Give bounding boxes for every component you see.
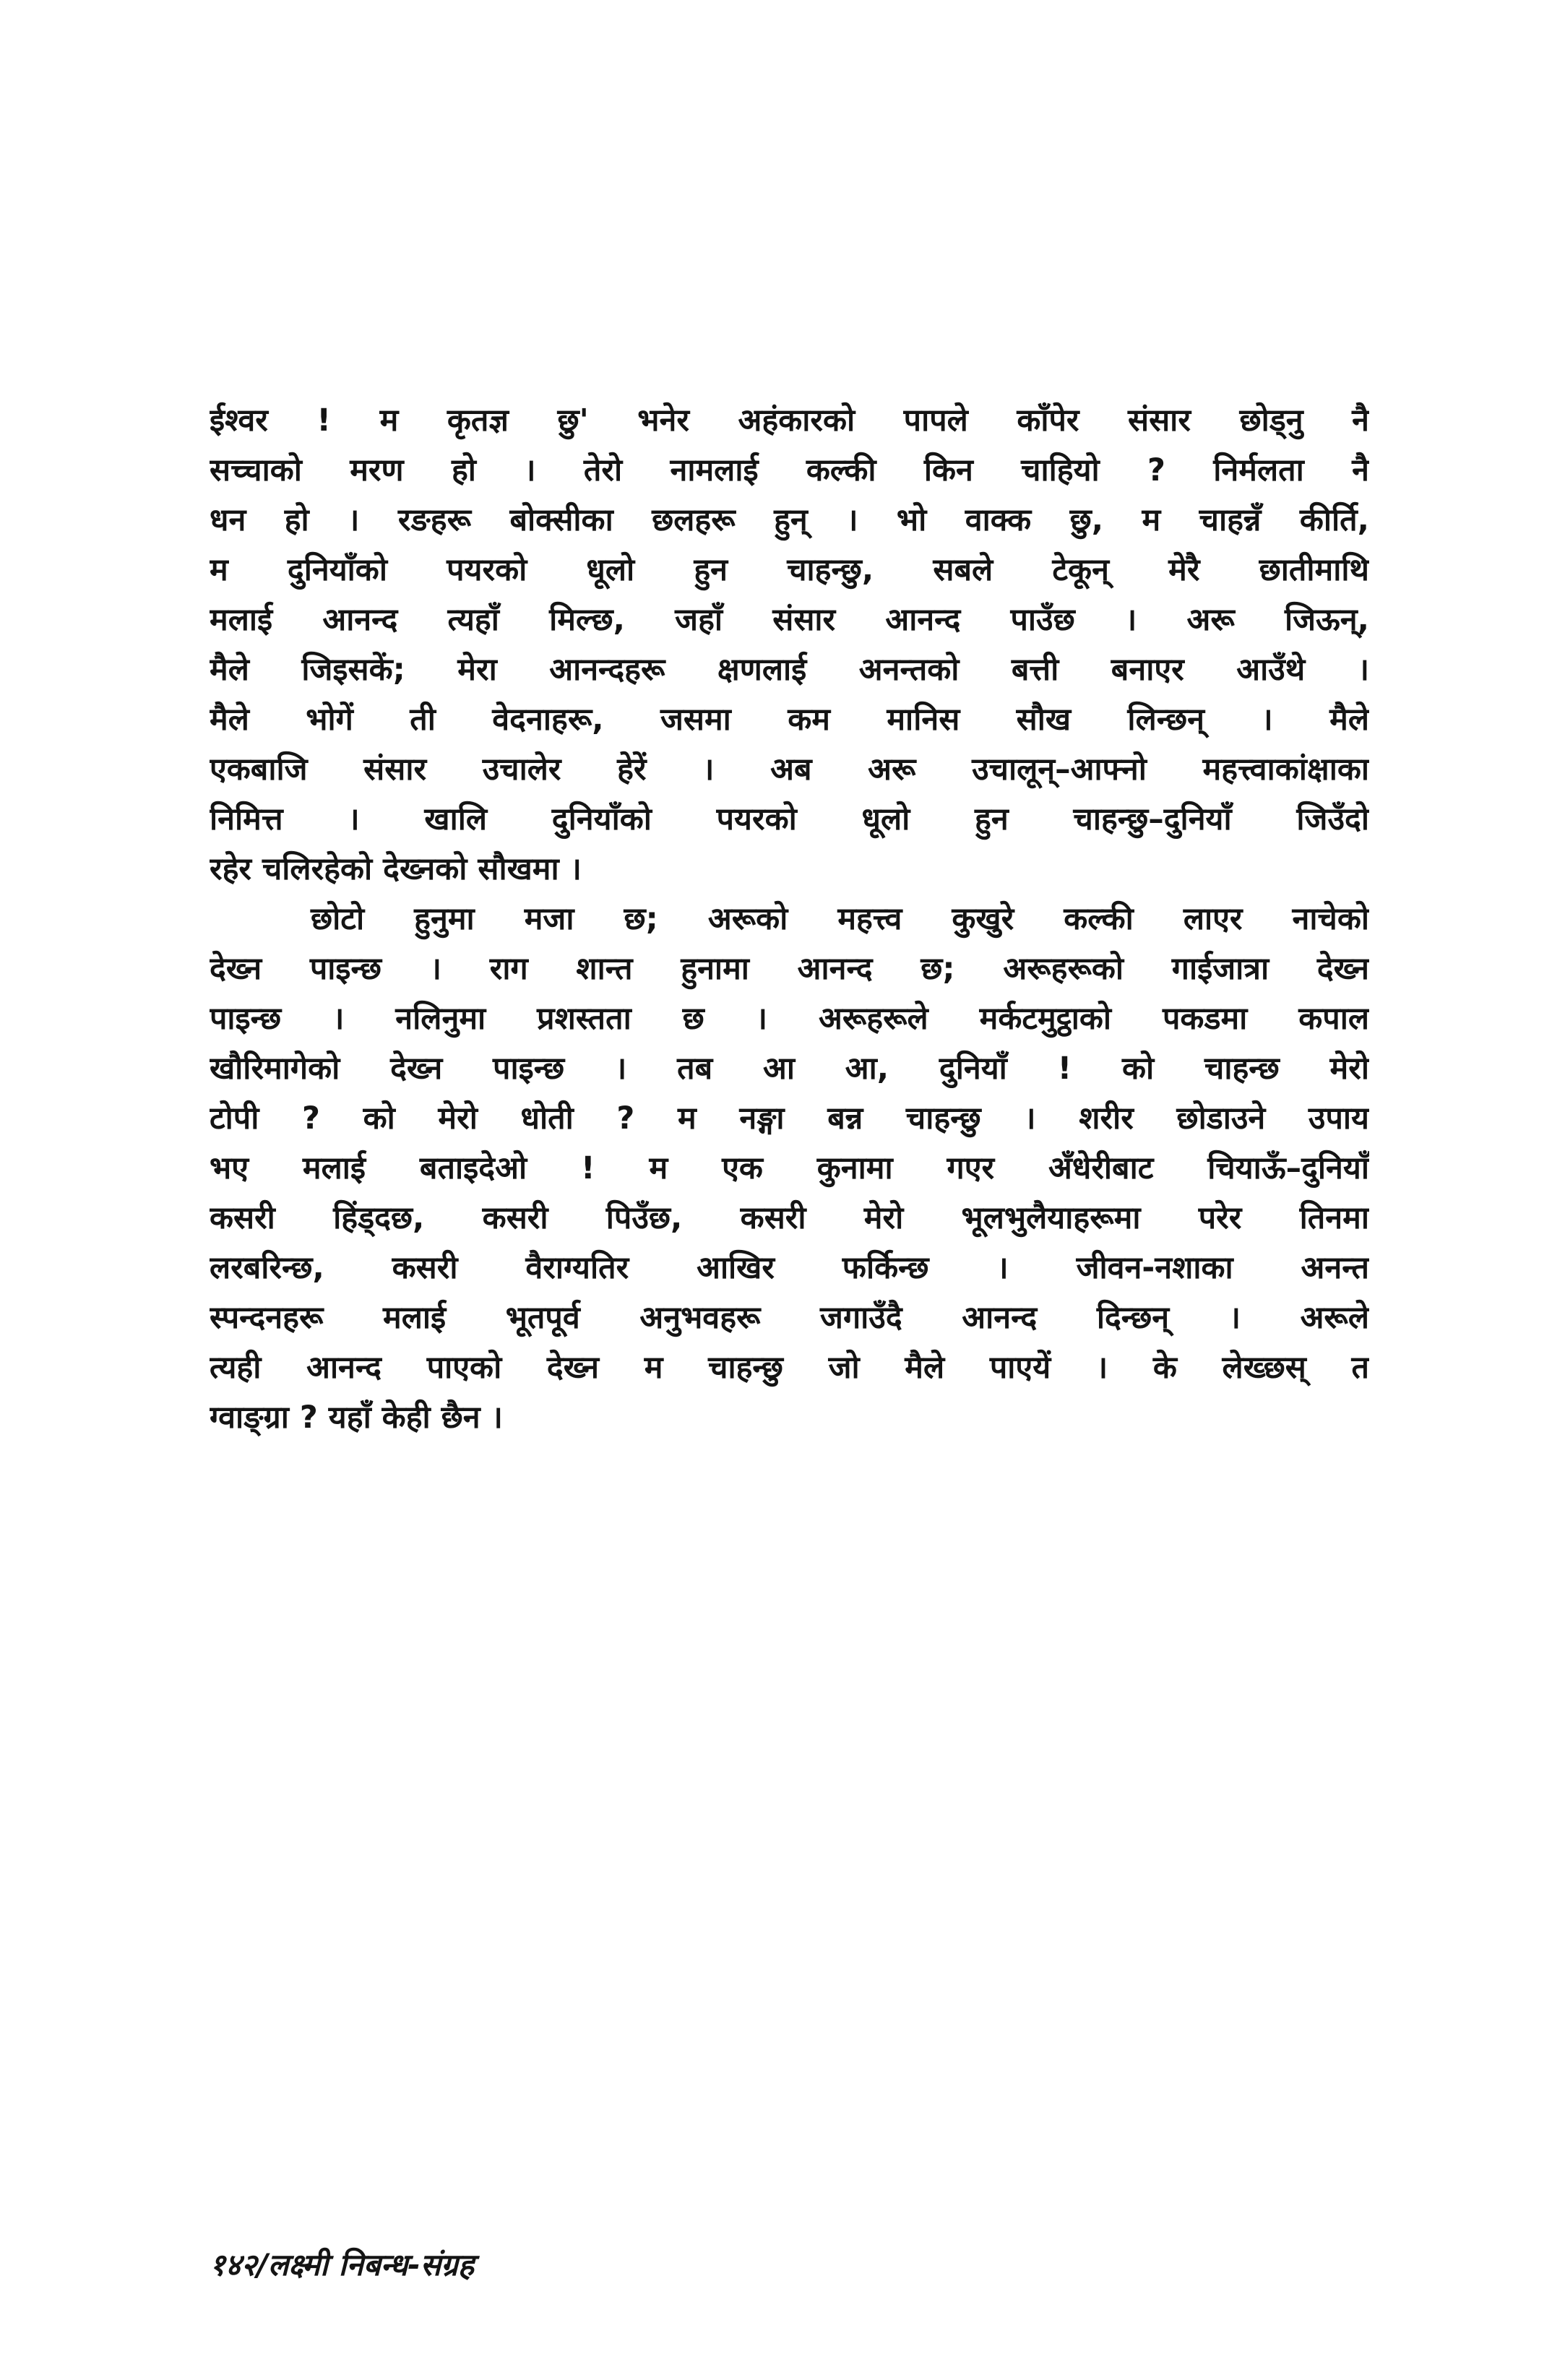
text-line: सच्चाको मरण हो । तेरो नामलाई कल्की किन चाहियो ? निर्मलता नै (210, 452, 1369, 488)
text-line: ग्वाङ्ग्रा ? यहाँ केही छैन । (210, 1400, 503, 1436)
text-line: धन हो । रङहरू बोक्सीका छलहरू हुन् । भो वाक्क छु, म चाहन्नँ कीर्ति, (210, 502, 1369, 538)
text-line: खौरिमागेको देख्न पाइन्छ । तब आ आ, दुनियाँ ! को चाहन्छ मेरो (210, 1051, 1369, 1087)
text-line: देख्न पाइन्छ । राग शान्त हुनामा आनन्द छ; अरूहरूको गाईजात्रा देख्न (210, 951, 1369, 987)
text-line: मलाई आनन्द त्यहाँ मिल्छ, जहाँ संसार आनन्द पाउँछ । अरू जिऊन्, (210, 602, 1369, 638)
text-line: म दुनियाँको पयरको धूलो हुन चाहन्छु, सबले टेकून् मेरै छातीमाथि (210, 552, 1369, 588)
text-line: भए मलाई बताइदेओ ! म एक कुनामा गएर अँधेरीबाट चियाऊँ–दुनियाँ (210, 1150, 1369, 1186)
text-line: लरबरिन्छ, कसरी वैराग्यतिर आखिर फर्किन्छ । जीवन-नशाका अनन्त (210, 1250, 1369, 1286)
text-line: रहेर चलिरहेको देख्नको सौखमा । (210, 851, 582, 887)
text-line: पाइन्छ । नलिनुमा प्रशस्तता छ । अरूहरूले मर्कटमुट्ठाको पकडमा कपाल (210, 1001, 1369, 1037)
text-line: मैले भोगें ती वेदनाहरू, जसमा कम मानिस सौख लिन्छन् । मैले (210, 702, 1369, 738)
text-line: कसरी हिंड्दछ, कसरी पिउँछ, कसरी मेरो भूलभुलैयाहरूमा परेर तिनमा (210, 1200, 1369, 1236)
essay-body (210, 396, 1369, 1443)
text-line: स्पन्दनहरू मलाई भूतपूर्व अनुभवहरू जगाउँदै आनन्द दिन्छन् । अरूले (210, 1300, 1369, 1336)
paragraph-2 (210, 894, 1369, 1443)
text-line: निमित्त । खालि दुनियाँको पयरको धूलो हुन चाहन्छु–दुनियाँ जिउँदो (210, 801, 1369, 837)
page-footer: १४२/लक्ष्मी निबन्ध-संग्रह (210, 2247, 475, 2282)
text-line: मैले जिइसकें; मेरा आनन्दहरू क्षणलाई अनन्तको बत्ती बनाएर आउँथे । (210, 652, 1369, 688)
text-line: त्यही आनन्द पाएको देख्न म चाहन्छु जो मैले पाएयें । के लेख्छस् त (210, 1350, 1369, 1386)
text-line: ईश्वर ! म कृतज्ञ छु' भनेर अहंकारको पापले काँपेर संसार छोड्नु नै (210, 402, 1369, 439)
text-line: छोटो हुनुमा मजा छ; अरूको महत्त्व कुखुरे कल्की लाएर नाचेको (311, 901, 1369, 937)
text-line: एकबाजि संसार उचालेर हेरें । अब अरू उचालून्–आफ्नो महत्त्वाकांक्षाका (210, 751, 1369, 788)
paragraph-1 (210, 396, 1369, 894)
text-line: टोपी ? को मेरो धोती ? म नङ्गा बन्न चाहन्छु । शरीर छोडाउने उपाय (210, 1100, 1369, 1137)
